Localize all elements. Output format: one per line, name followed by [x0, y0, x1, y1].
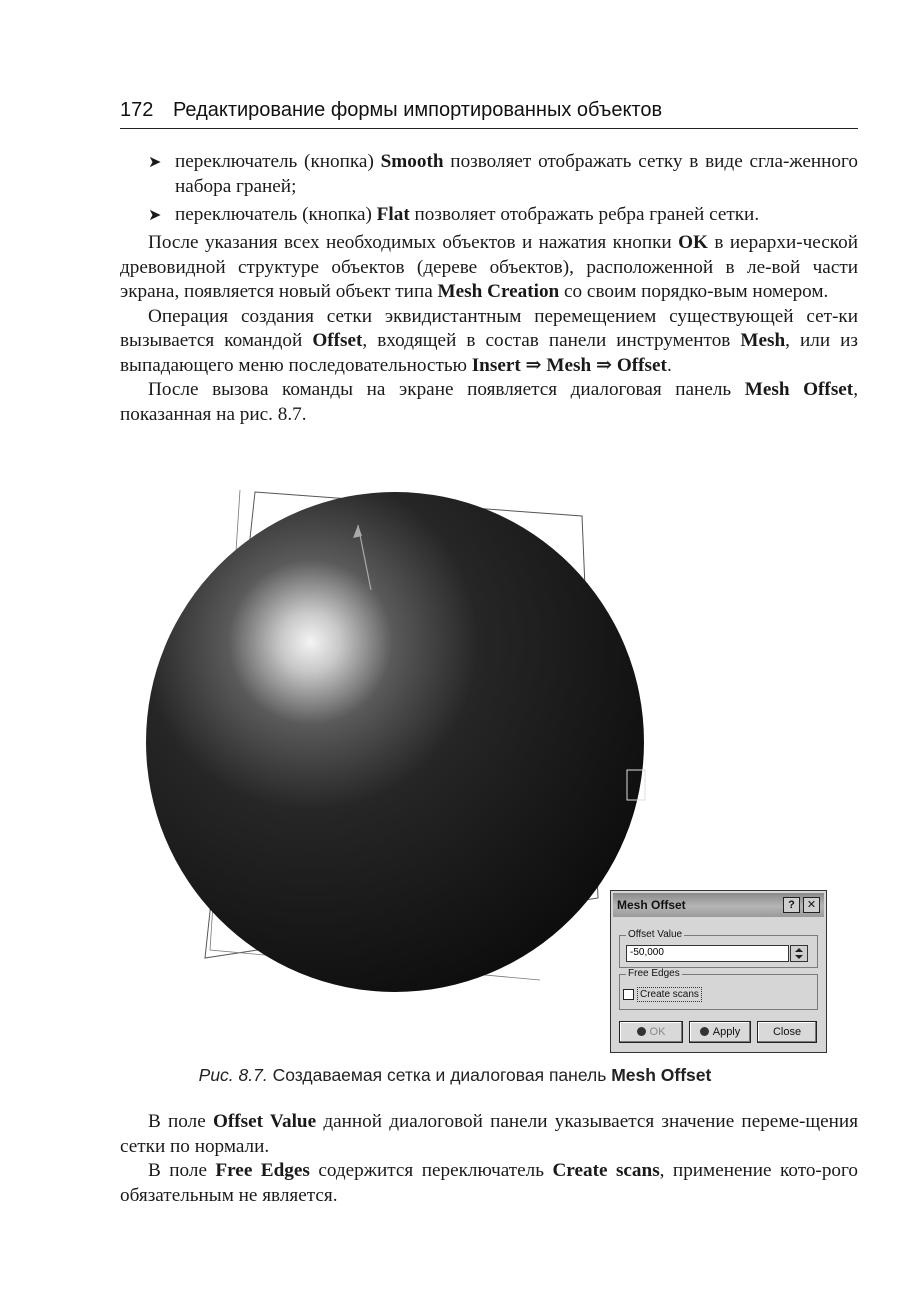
- paragraph-offset-command: Операция создания сетки эквидистантным перемещением существующей сет-ки вызывается командой Offset, входящей в состав панели инструментов Mesh, или из выпадающего меню последовательностью Insert ⇒ Mesh ⇒ Offset.: [120, 305, 858, 376]
- mesh-sphere: [146, 492, 644, 992]
- ok-button[interactable]: [619, 1021, 683, 1043]
- dialog-titlebar[interactable]: [613, 893, 824, 917]
- mesh-offset-dialog: [610, 890, 827, 1053]
- caption-term: Mesh Offset: [611, 1065, 712, 1085]
- body-text-bottom: [120, 1110, 858, 1208]
- help-button[interactable]: ?: [783, 897, 800, 913]
- apply-button[interactable]: [689, 1021, 751, 1043]
- paragraph-dialog-intro: После вызова команды на экране появляется диалоговая панель Mesh Offset, показанная на рис. 8.7.: [120, 379, 858, 425]
- offset-spinner[interactable]: [790, 945, 808, 962]
- offset-value-label: Offset Value: [628, 929, 683, 940]
- bullet-item-smooth: [120, 150, 858, 199]
- body-text-top: [120, 231, 858, 427]
- caption-label: Рис. 8.7.: [198, 1065, 268, 1085]
- paragraph-mesh-creation: После указания всех необходимых объектов и нажатия кнопки OK в иерархи-ческой древовидной структуре объектов (дереве объектов), расположенной в ле-вой части экрана, появляется новый объект типа Mesh Creation со своим порядко-вым номером.: [120, 232, 858, 302]
- bullet-arrow-icon: ➤: [148, 152, 162, 171]
- ok-label: OK: [649, 1026, 666, 1038]
- bullet-text: переключатель (кнопка): [175, 204, 377, 225]
- bullet-term: Flat: [376, 204, 410, 225]
- bullet-text: позволяет отображать ребра граней сетки.: [409, 204, 760, 225]
- create-scans-label[interactable]: Create scans: [637, 987, 702, 1002]
- figure-caption: [0, 1065, 910, 1086]
- free-edges-label: Free Edges: [628, 968, 680, 979]
- close-button[interactable]: Close: [757, 1021, 817, 1043]
- paragraph-offset-value: В поле Offset Value данной диалоговой панели указывается значение переме-щения сетки по нормали.: [120, 1111, 859, 1157]
- bullet-list: [120, 150, 858, 232]
- ok-bullet-icon: [637, 1027, 646, 1036]
- apply-label: Apply: [712, 1026, 741, 1038]
- bullet-item-flat: [120, 203, 858, 228]
- create-scans-checkbox[interactable]: [623, 989, 634, 1000]
- free-edges-group: [619, 968, 818, 1010]
- dialog-title: Mesh Offset: [617, 898, 686, 912]
- header-rule: [120, 128, 858, 129]
- bullet-term: Smooth: [380, 151, 444, 172]
- running-header: [120, 96, 858, 124]
- bullet-text: переключатель (кнопка): [175, 151, 381, 172]
- bullet-text: позволяет отображать сетку в виде сгла-женного набора граней;: [175, 151, 859, 197]
- chapter-title: Редактирование формы импортированных объектов: [172, 99, 663, 121]
- apply-bullet-icon: [700, 1027, 709, 1036]
- page-number: 172: [120, 99, 154, 121]
- bullet-arrow-icon: ➤: [148, 205, 162, 224]
- close-icon[interactable]: ✕: [803, 897, 820, 913]
- offset-value-input[interactable]: -50,000: [626, 945, 789, 962]
- offset-value-group: [619, 929, 818, 968]
- caption-text: Создаваемая сетка и диалоговая панель: [267, 1065, 612, 1085]
- paragraph-free-edges: В поле Free Edges содержится переключатель Create scans, применение кото-рого обязательным не является.: [120, 1160, 858, 1206]
- spinner-arrows-icon: [791, 946, 807, 961]
